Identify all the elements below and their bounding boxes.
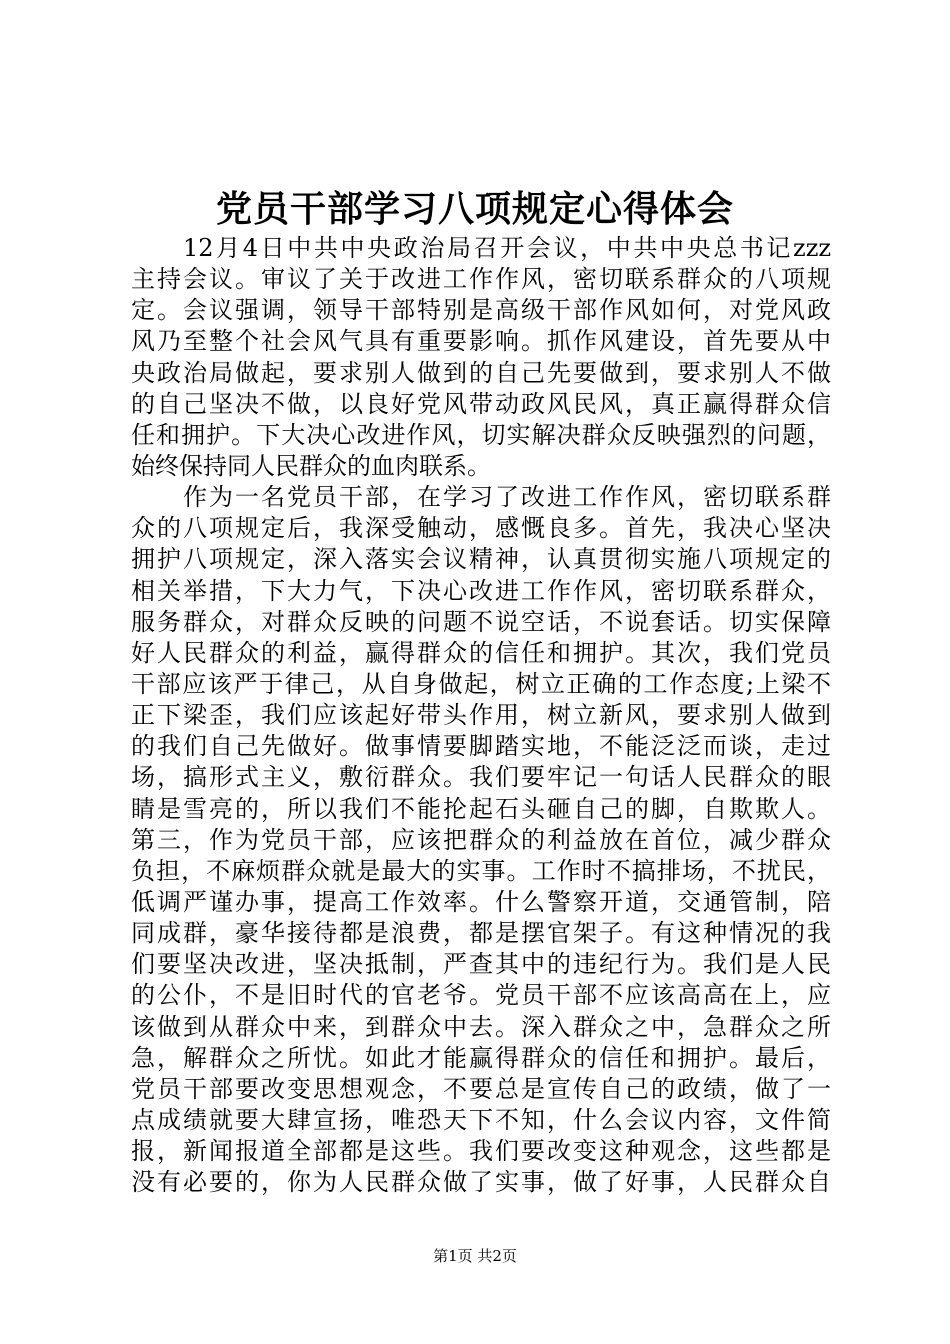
text-line: 负担，不麻烦群众就是最大的实事。工作时不搞排场，不扰民， <box>131 856 831 885</box>
text-line: 第三，作为党员干部，应该把群众的利益放在首位，减少群众 <box>131 825 831 854</box>
text-line: 作为一名党员干部，在学习了改进工作作风，密切联系群 <box>183 483 831 512</box>
document-body <box>131 233 831 1198</box>
text-line: 急，解群众之所忧。如此才能赢得群众的信任和拥护。最后， <box>131 1043 831 1072</box>
text-line: 点成绩就要大肆宣扬，唯恐天下不知，什么会议内容，文件简 <box>131 1105 831 1134</box>
text-line: 的我们自己先做好。做事情要脚踏实地，不能泛泛而谈，走过 <box>131 732 831 761</box>
text-line: 拥护八项规定，深入落实会议精神，认真贯彻实施八项规定的 <box>131 545 831 574</box>
text-line: 党员干部要改变思想观念，不要总是宣传自己的政绩，做了一 <box>131 1074 831 1103</box>
text-line: 定。会议强调，领导干部特别是高级干部作风如何，对党风政 <box>131 296 831 325</box>
text-line: 任和拥护。下大决心改进作风，切实解决群众反映强烈的问题， <box>131 420 831 449</box>
text-line: 低调严谨办事，提高工作效率。什么警察开道，交通管制，陪 <box>131 887 831 916</box>
text-line: 的公仆，不是旧时代的官老爷。党员干部不应该高高在上，应 <box>131 981 831 1010</box>
text-line: 正下梁歪，我们应该起好带头作用，树立新风，要求别人做到 <box>131 701 831 730</box>
text-line: 们要坚决改进，坚决抵制，严查其中的违纪行为。我们是人民 <box>131 950 831 979</box>
text-line: 没有必要的，你为人民群众做了实事，做了好事，人民群众自 <box>131 1168 831 1197</box>
page-footer: 第1页 共2页 <box>433 1247 517 1265</box>
text-line: 服务群众，对群众反映的问题不说空话，不说套话。切实保障 <box>131 607 831 636</box>
text-line: 主持会议。审议了关于改进工作作风，密切联系群众的八项规 <box>131 265 831 294</box>
document-title: 党员干部学习八项规定心得体会 <box>215 188 734 230</box>
text-line: 报，新闻报道全部都是这些。我们要改变这种观念，这些都是 <box>131 1137 831 1166</box>
text-line: 场，搞形式主义，敷衍群众。我们要牢记一句话人民群众的眼 <box>131 763 831 792</box>
text-line: 干部应该严于律己，从自身做起，树立正确的工作态度;上梁不 <box>131 669 831 698</box>
text-line: 始终保持同人民群众的血肉联系。 <box>131 451 491 480</box>
text-line: 相关举措，下大力气，下决心改进工作作风，密切联系群众， <box>131 576 831 605</box>
text-line: 睛是雪亮的，所以我们不能抡起石头砸自己的脚，自欺欺人。 <box>131 794 831 823</box>
text-line: 好人民群众的利益，赢得群众的信任和拥护。其次，我们党员 <box>131 638 831 667</box>
text-line: 央政治局做起，要求别人做到的自己先要做到，要求别人不做 <box>131 358 831 387</box>
text-line: 12月4日中共中央政治局召开会议，中共中央总书记zzz <box>183 234 831 262</box>
text-line: 的自己坚决不做，以良好党风带动政风民风，真正赢得群众信 <box>131 389 831 418</box>
text-line: 风乃至整个社会风气具有重要影响。抓作风建设，首先要从中 <box>131 327 831 356</box>
text-line: 该做到从群众中来，到群众中去。深入群众之中，急群众之所 <box>131 1012 831 1041</box>
text-line: 众的八项规定后，我深受触动，感慨良多。首先，我决心坚决 <box>131 514 831 543</box>
text-line: 同成群，豪华接待都是浪费，都是摆官架子。有这种情况的我 <box>131 919 831 948</box>
